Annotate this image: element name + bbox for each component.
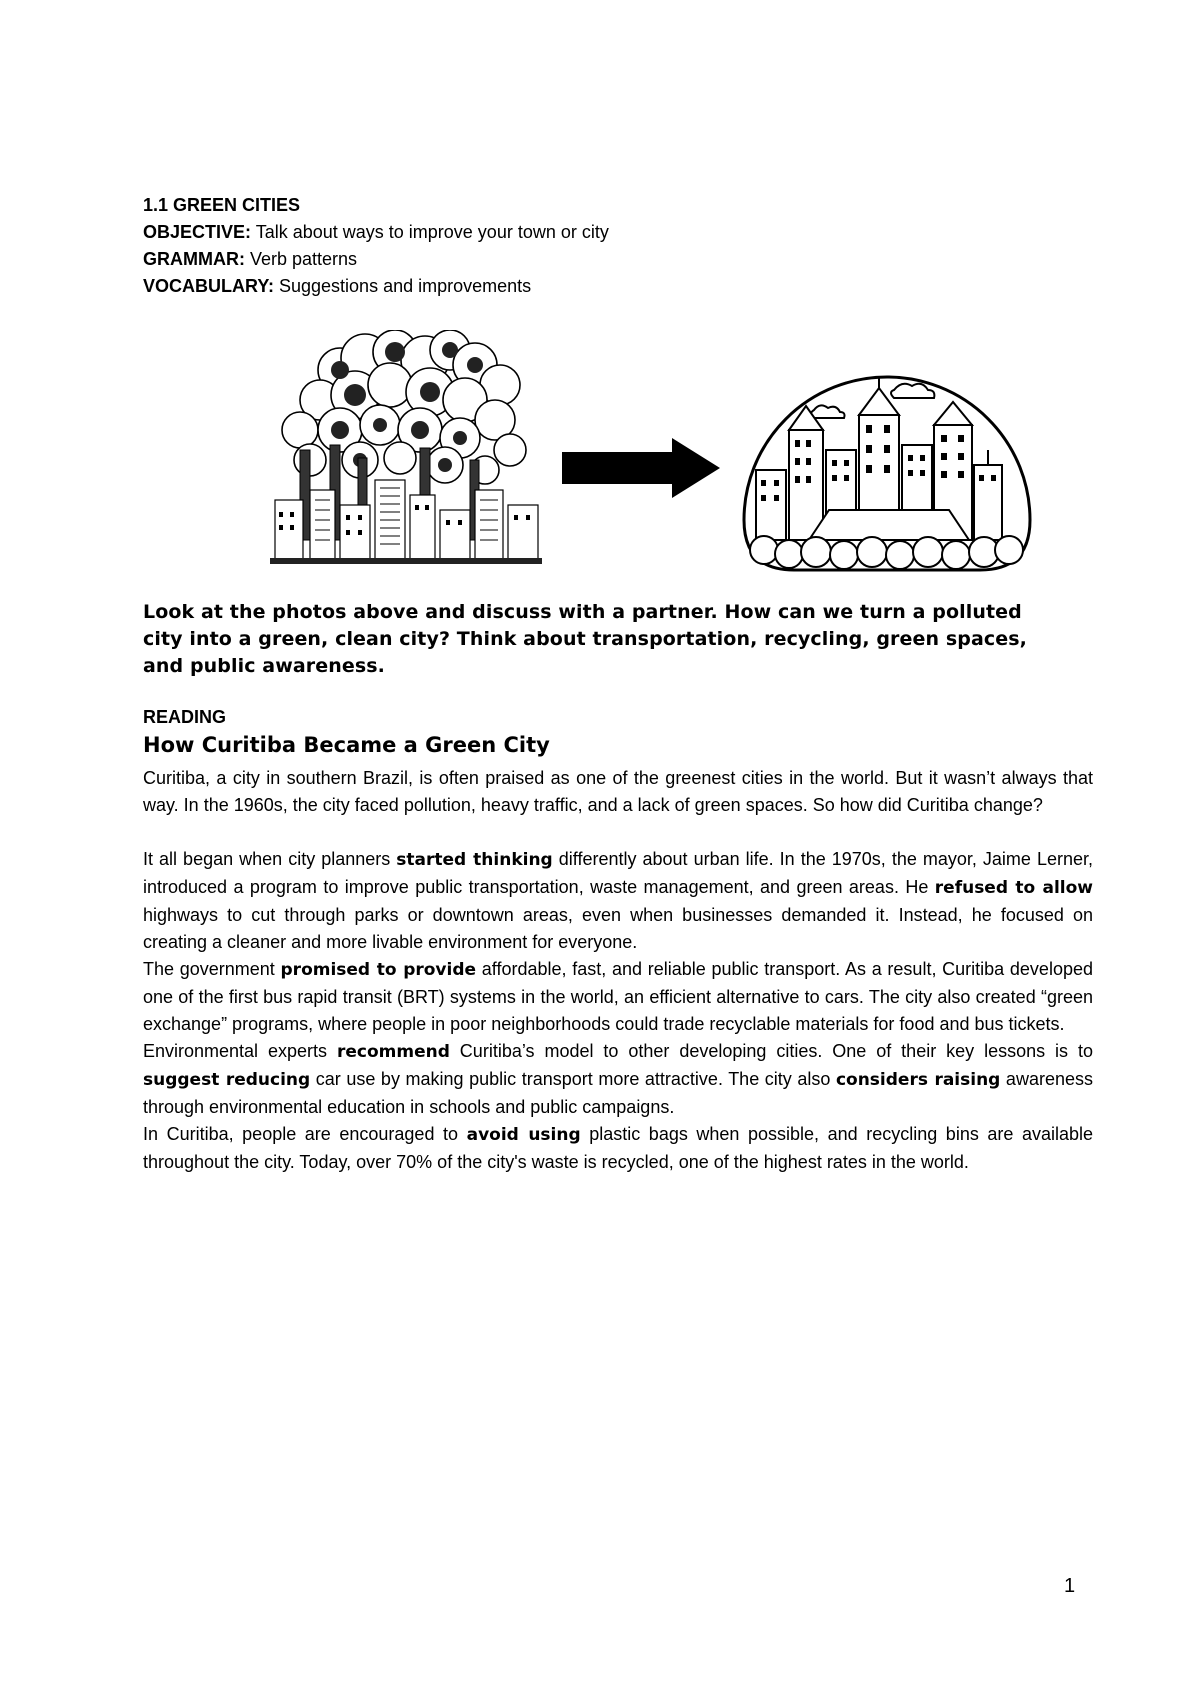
highlight-started-thinking: started thinking bbox=[396, 850, 553, 870]
grammar-text: Verb patterns bbox=[244, 249, 358, 269]
paragraph-4-text-g: awareness through environmental education in schools and public campaigns. bbox=[143, 1069, 1093, 1117]
paragraph-4-text-e: car use by making public transport more attractive. The city also bbox=[310, 1069, 836, 1089]
polluted-city-image bbox=[270, 330, 542, 570]
page-number: 1 bbox=[1064, 1575, 1076, 1597]
objective-line bbox=[143, 219, 1063, 246]
paragraph-5 bbox=[143, 1121, 1093, 1176]
illustration-row bbox=[270, 330, 1050, 580]
lesson-header bbox=[143, 192, 1063, 300]
paragraph-2-text-a: It all began when city planners bbox=[143, 849, 397, 869]
paragraph-2-text-e: highways to cut through parks or downtown areas, even when businesses demanded it. Instead, he focused on creating a cleaner and more livable environment for everyone. bbox=[143, 905, 1093, 952]
objective-label: OBJECTIVE: bbox=[143, 222, 252, 242]
reading-label: READING bbox=[143, 707, 227, 727]
highlight-refused-to-allow: refused to allow bbox=[934, 878, 1093, 898]
paragraph-2 bbox=[143, 846, 1093, 956]
highlight-promised-to-provide: promised to provide bbox=[280, 960, 477, 980]
highlight-considers-raising: considers raising bbox=[835, 1070, 1001, 1090]
paragraph-5-text-a: In Curitiba, people are encouraged to bbox=[143, 1124, 467, 1144]
vocabulary-line bbox=[143, 273, 1063, 300]
highlight-recommend: recommend bbox=[336, 1042, 450, 1062]
highlight-suggest-reducing: suggest reducing bbox=[143, 1070, 311, 1090]
right-arrow-icon bbox=[562, 438, 722, 498]
paragraph-1: Curitiba, a city in southern Brazil, is often praised as one of the greenest cities in the world. But it wasn’t always that way. In the 1960s, the city faced pollution, heavy traffic, and a lack of green spaces. So how did Curitiba change? bbox=[143, 768, 1093, 815]
reading-title: How Curitiba Became a Green City bbox=[143, 733, 550, 757]
paragraph-gap bbox=[143, 819, 1093, 846]
paragraph-3 bbox=[143, 956, 1093, 1038]
discussion-prompt: Look at the photos above and discuss with a partner. How can we turn a polluted city into a green, clean city? Think about transportation, recycling, green spaces, and public awareness. bbox=[143, 601, 1027, 677]
paragraph-2-text-c: differently about urban life. In the 1970s, the mayor, Jaime Lerner, introduced a program to improve public transportation, waste management, and green areas. He bbox=[143, 849, 1093, 897]
lesson-title: 1.1 GREEN CITIES bbox=[143, 195, 301, 215]
paragraph-4 bbox=[143, 1038, 1093, 1121]
paragraph-5-text-c: plastic bags when possible, and recycling bins are available throughout the city. Today, over 70% of the city's waste is recycled, one of the highest rates in the world. bbox=[143, 1124, 1094, 1172]
grammar-label: GRAMMAR: bbox=[143, 249, 245, 269]
objective-text: Talk about ways to improve your town or city bbox=[251, 222, 609, 242]
vocabulary-label: VOCABULARY: bbox=[143, 276, 274, 296]
highlight-avoid-using: avoid using bbox=[466, 1125, 581, 1145]
green-city-image bbox=[734, 370, 1040, 574]
paragraph-3-text-c: affordable, fast, and reliable public transport. As a result, Curitiba developed one of the first bus rapid transit (BRT) systems in the world, an efficient alternative to cars. The city also created “green exchange” programs, where people in poor neighborhoods could trade recyclable materials for food and bus tickets. bbox=[143, 959, 1093, 1034]
vocabulary-text: Suggestions and improvements bbox=[274, 276, 532, 296]
grammar-line bbox=[143, 246, 1063, 273]
paragraph-3-text-a: The government bbox=[143, 959, 281, 979]
paragraph-4-text-a: Environmental experts bbox=[143, 1041, 337, 1061]
reading-article bbox=[143, 765, 1093, 1176]
paragraph-4-text-c: Curitiba’s model to other developing cities. One of their key lessons is to bbox=[449, 1041, 1093, 1061]
